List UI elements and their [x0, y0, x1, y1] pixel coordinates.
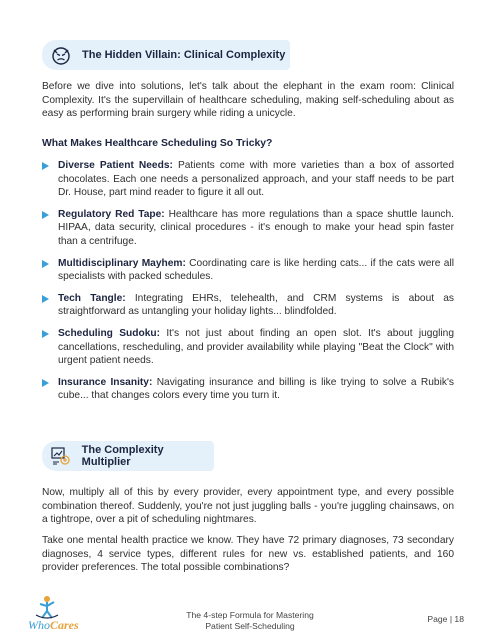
- intro-paragraph: Before we dive into solutions, let's talk about the elephant in the exam room: Clinical Complexity. It's the supervillain of healthcare scheduling, making self-scheduling about as easy as performing brain surgery while riding a unicycle.: [42, 81, 454, 120]
- triangle-bullet-icon: [42, 295, 49, 303]
- triangle-bullet-icon: [42, 260, 49, 268]
- list-item: Scheduling Sudoku: It's not just about finding an open slot. It's about juggling cancellations, rescheduling, and provider availability while playing "Beat the Clock" with urgent patient needs.: [42, 327, 454, 368]
- section-header-multiplier: [42, 441, 214, 471]
- list-item: Insurance Insanity: Navigating insurance and billing is like trying to solve a Rubik's cube... that changes colors every time you turn it.: [42, 376, 454, 403]
- section-title: The Complexity Multiplier: [81, 444, 164, 468]
- page-number: Page | 18: [427, 614, 464, 624]
- paragraph: Now, multiply all of this by every provider, every appointment type, and every possible combination thereof. Suddenly, you're not just juggling balls - you're juggling chainsaws, on a tightrope, over a pit of scheduling nightmares.: [42, 487, 454, 526]
- subheading: What Makes Healthcare Scheduling So Tricky?: [42, 138, 273, 149]
- triangle-bullet-icon: [42, 379, 49, 387]
- list-item: Diverse Patient Needs: Patients come with more varieties than a box of assorted chocolates. Each one needs a personalized approach, and your staff needs to be part Dr. House, part mind reader to figure it all out.: [42, 159, 454, 200]
- page-footer: [0, 592, 494, 640]
- logo-figure-icon: [32, 594, 62, 620]
- logo-wordmark: WhoCares: [28, 618, 79, 632]
- triangle-bullet-icon: [42, 211, 49, 219]
- footer-title: The 4-step Formula for Mastering Patient Self-Scheduling: [186, 610, 314, 631]
- list-item: Tech Tangle: Integrating EHRs, telehealth, and CRM systems is about as straightforward as untangling your holiday lights... blindfolded.: [42, 292, 454, 319]
- multiplier-chart-icon: [46, 441, 76, 471]
- section-header-villain: [42, 40, 290, 70]
- triangle-bullet-icon: [42, 330, 49, 338]
- list-item: Regulatory Red Tape: Healthcare has more regulations than a space shuttle launch. HIPAA, data security, clinical procedures - it's enough to make your head spin faster than a centrifuge.: [42, 208, 454, 249]
- paragraph: Take one mental health practice we know. They have 72 primary diagnoses, 73 secondary diagnoses, 4 service types, different rules for new vs. established patients, and 160 provider preferences. The total possible combinations?: [42, 535, 454, 574]
- section-title: The Hidden Villain: Clinical Complexity: [82, 49, 286, 61]
- list-item: Multidisciplinary Mayhem: Coordinating care is like herding cats... if the cats were all specialists with packed schedules.: [42, 257, 454, 284]
- villain-face-icon: [46, 40, 76, 70]
- bullet-list: [42, 159, 454, 411]
- triangle-bullet-icon: [42, 162, 49, 170]
